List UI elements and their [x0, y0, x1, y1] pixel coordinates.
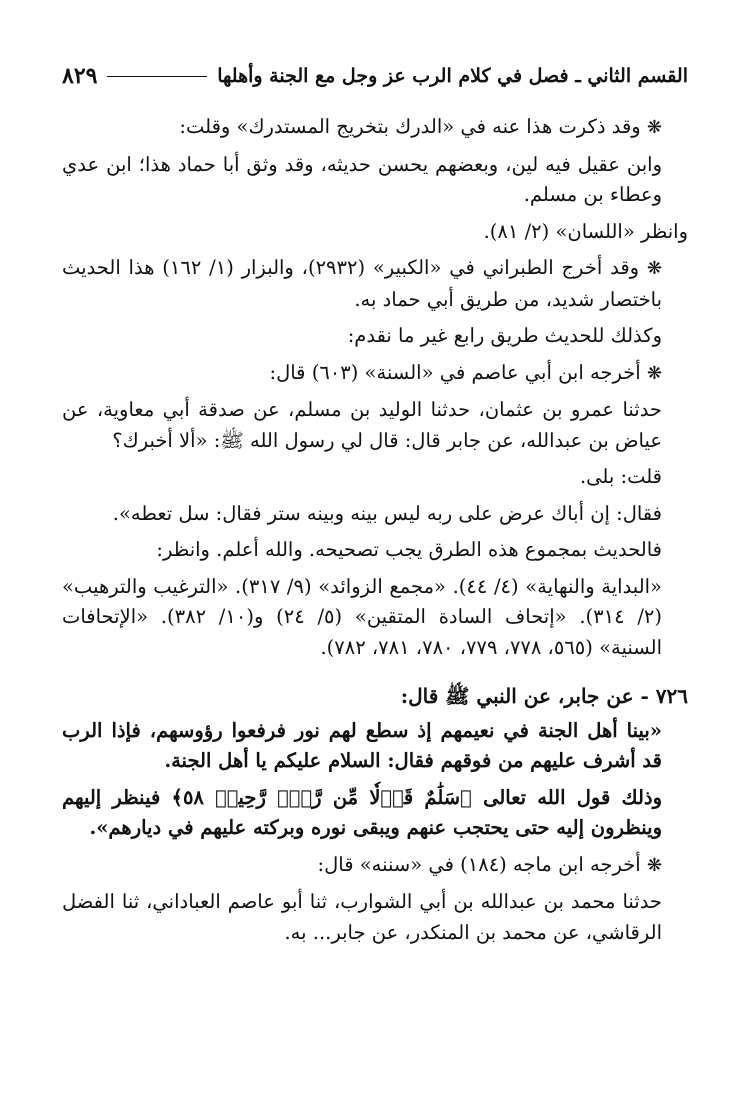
header-rule	[107, 76, 207, 77]
header-title: القسم الثاني ـ فصل في كلام الرب عز وجل مع الجنة وأهلها	[217, 65, 688, 87]
page-number: ٨٢٩	[62, 63, 98, 89]
paragraph	[62, 253, 688, 315]
takhrij-text: أخرجه ابن ماجه (١٨٤) في «سننه» قال:	[317, 852, 641, 876]
star-icon: ❋	[646, 258, 662, 279]
isnad-text: حدثنا محمد بن عبدالله بن أبي الشوارب، ثنا أبو عاصم العباداني، ثنا الفضل الرقاشي، عن محمد بن المنكدر، عن جابر... به.	[62, 890, 662, 944]
paragraph-text: وكذلك للحديث طريق رابع غير ما نقدم:	[347, 324, 662, 347]
paragraph-text: قلت: بلى.	[579, 465, 662, 488]
paragraph	[62, 217, 688, 248]
paragraph	[62, 499, 688, 530]
paragraph	[62, 358, 688, 390]
paragraph	[62, 572, 688, 664]
paragraph-text: وانظر «اللسان» (٢/ ٨١).	[483, 219, 688, 243]
paragraph-text: أخرجه ابن أبي عاصم في «السنة» (٦٠٣) قال:	[269, 360, 641, 384]
paragraph-text: فالحديث بمجموع هذه الطرق يجب تصحيحه. والله أعلم. وانظر:	[156, 538, 662, 561]
hadith-text-before: وذلك قول الله تعالى	[483, 785, 662, 809]
paragraph	[62, 535, 688, 566]
paragraph	[62, 321, 688, 352]
hadith-text: «بينا أهل الجنة في نعيمهم إذ سطع لهم نور فرفعوا رؤوسهم، فإذا الرب قد أشرف عليهم من فوقهم فقال: السلام عليكم يا أهل الجنة.	[62, 718, 662, 772]
takhrij-line	[62, 850, 688, 882]
paragraph	[62, 462, 688, 493]
paragraph-text: وابن عقيل فيه لين، وبعضهم يحسن حديثه، وقد وثق أبا حماد هذا؛ ابن عدي وعطاء بن مسلم.	[62, 152, 662, 206]
paragraph-text: «البداية والنهاية» (٤/ ٤٤). «مجمع الزوائد» (٩/ ٣١٧). «الترغيب والترهيب» (٢/ ٣١٤). «إتحاف السادة المتقين» (٥/ ٢٤) و(١٠/ ٣٨٢). «الإتحافات السنية» (٥٦٥، ٧٧٨، ٧٧٩، ٧٨٠، ٧٨١، ٧٨٢).	[62, 574, 662, 659]
paragraph	[62, 112, 688, 144]
paragraph-list	[62, 112, 688, 663]
paragraph-text: فقال: إن أباك عرض على ربه ليس بينه وبينه ستر فقال: سل تعطه».	[112, 501, 662, 525]
star-icon: ❋	[646, 117, 662, 138]
paragraph-text: حدثنا عمرو بن عثمان، حدثنا الوليد بن مسلم، عن صدقة أبي معاوية، عن عياض بن عبدالله، عن جابر قال: قال لي رسول الله ﷺ: «ألا أخبرك؟	[62, 398, 662, 452]
star-icon: ❋	[646, 854, 662, 876]
star-icon: ❋	[646, 362, 662, 384]
paragraph	[62, 395, 688, 456]
running-header	[62, 62, 688, 90]
page-body	[62, 112, 688, 954]
paragraph-text: وقد ذكرت هذا عنه في «الدرك بتخريج المستدرك» وقلت:	[179, 115, 641, 138]
hadith-text-after: فينظر إليهم وينظرون إليه حتى يحتجب عنهم ويبقى نوره وبركته عليهم في ديارهم».	[62, 785, 662, 839]
hadith-title: ٧٢٦ - عن جابر، عن النبي ﷺ قال:	[400, 684, 688, 708]
paragraph	[62, 150, 688, 211]
hadith-text-quran	[62, 783, 688, 844]
paragraph-text: وقد أخرج الطبراني في «الكبير» (٢٩٣٢)، والبزار (١/ ١٦٢) هذا الحديث باختصار شديد، من طريق أبي حماد به.	[62, 256, 662, 311]
quran-verse: ﴿سَلَٰمٌ قَوۡلٗا مِّن رَّبّٖ رَّحِيمٖ ٥٨﴾	[171, 785, 472, 809]
